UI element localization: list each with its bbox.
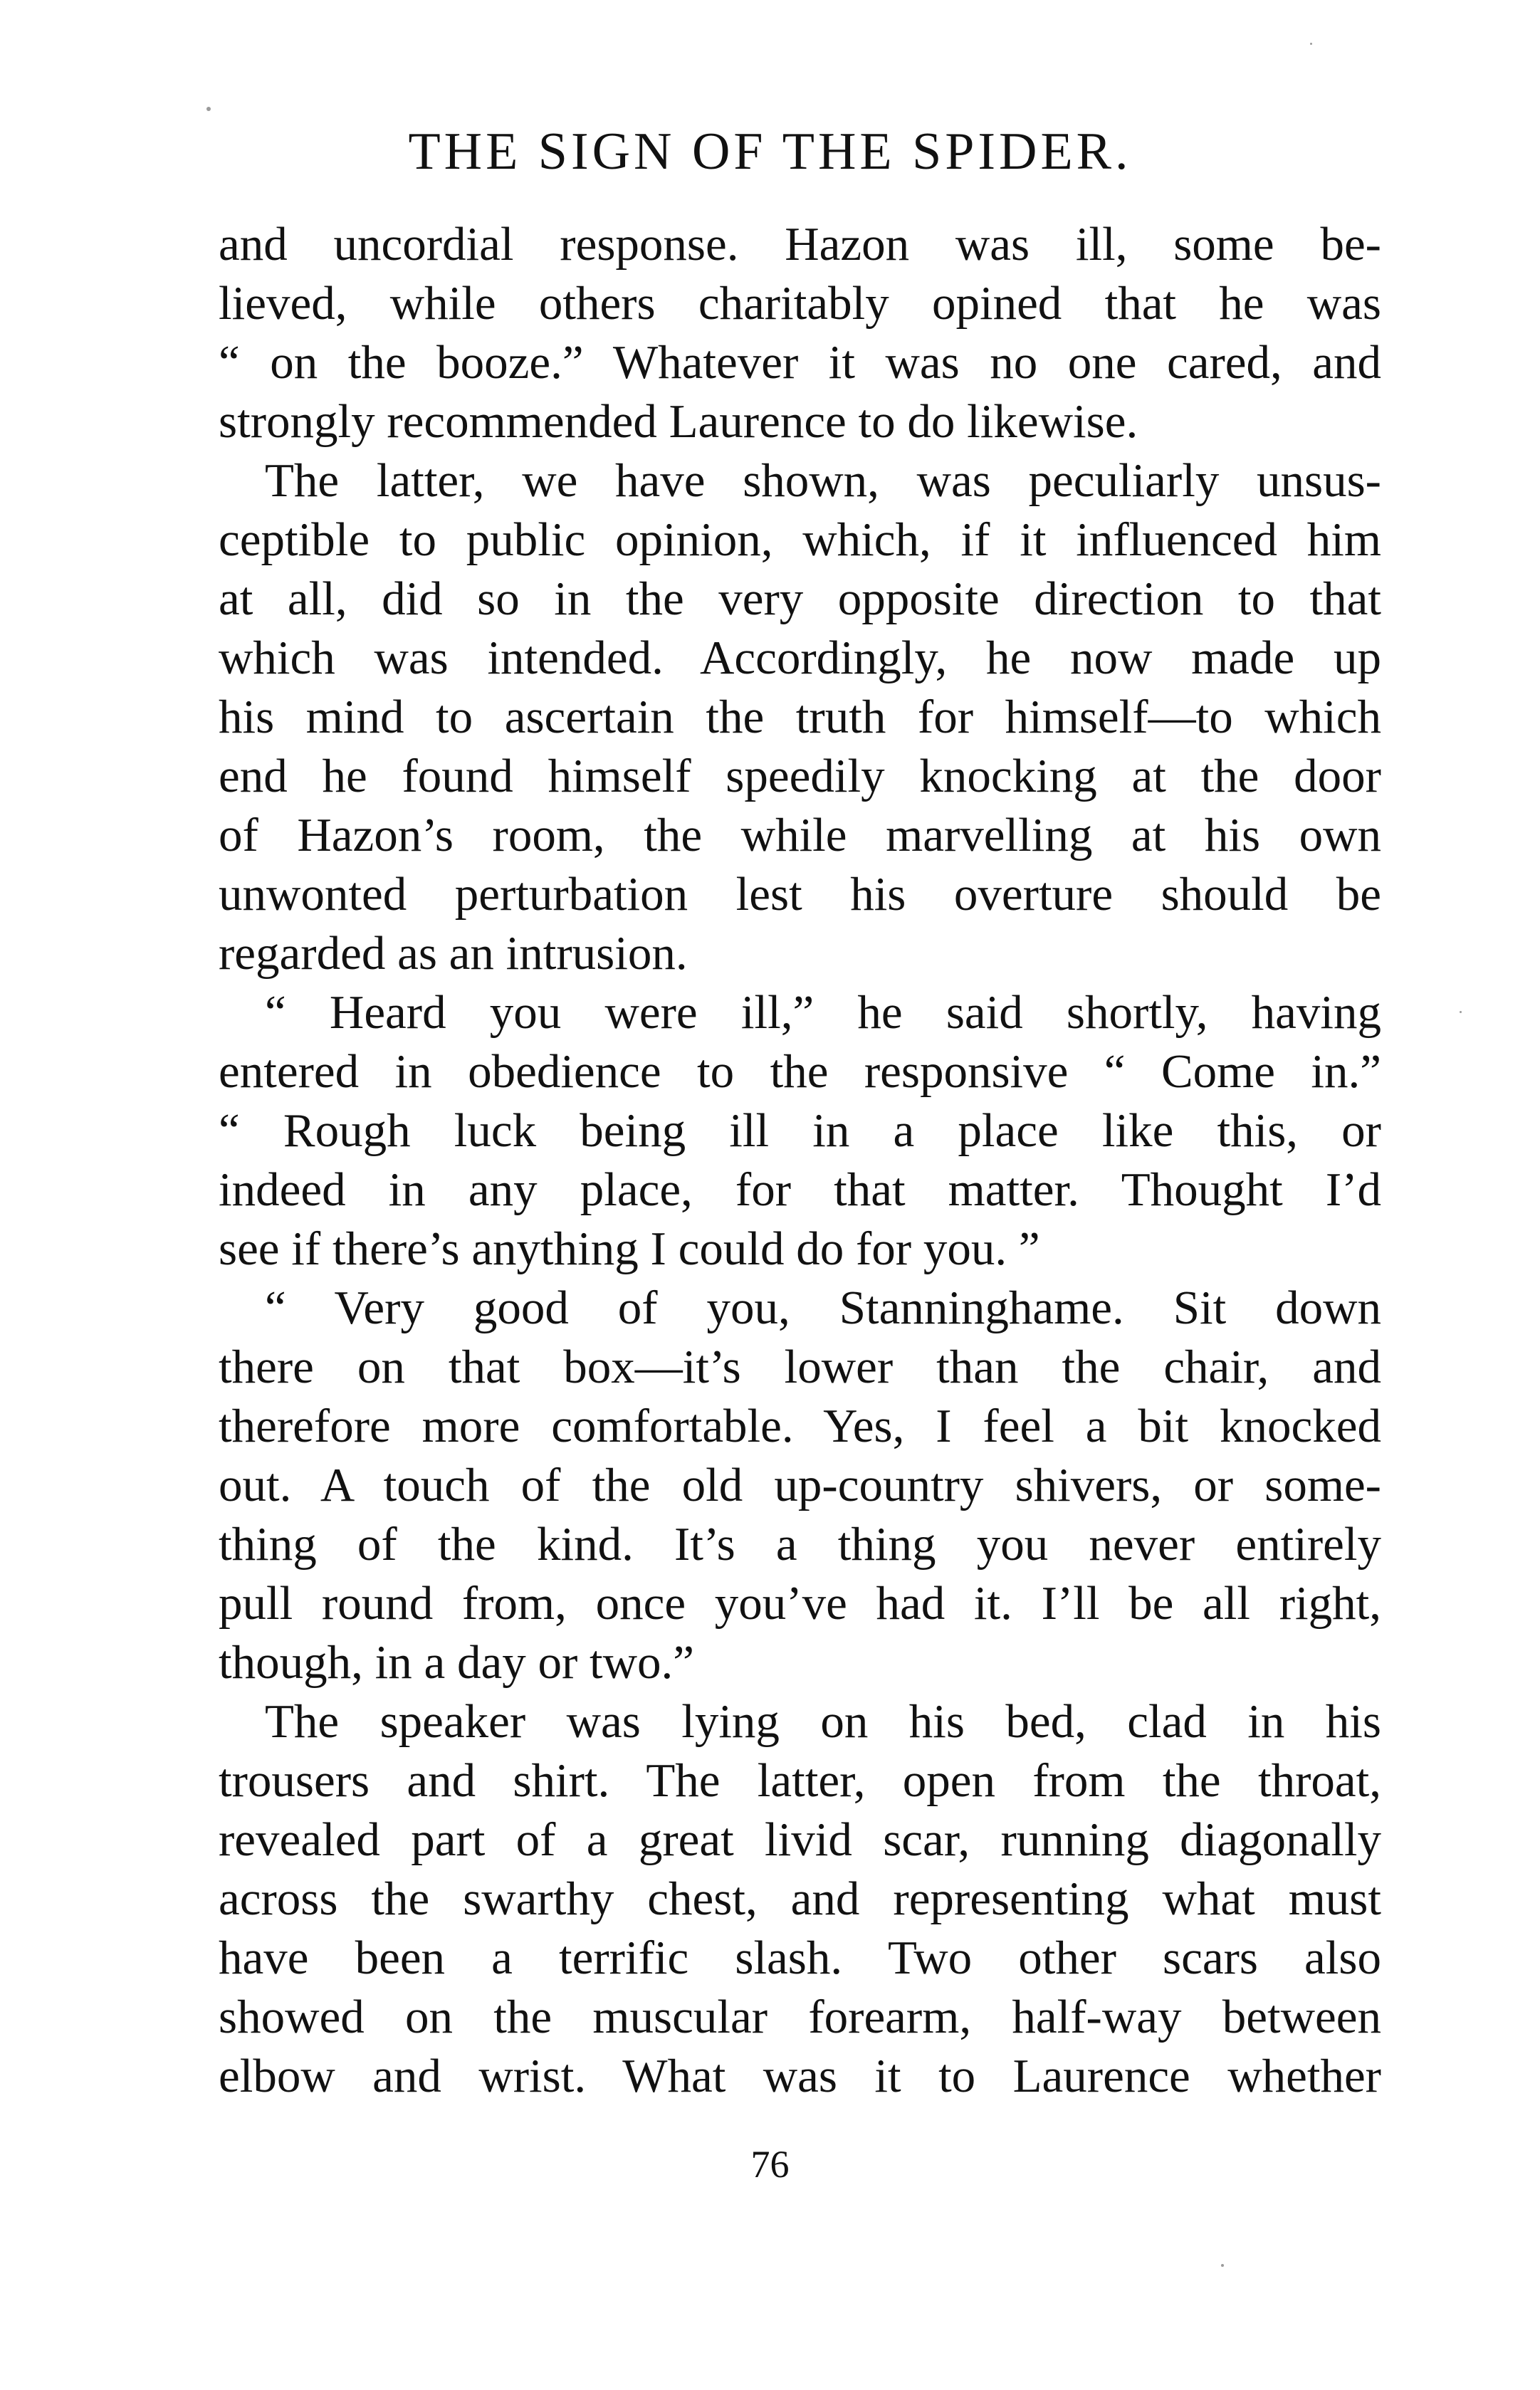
- text-line: of Hazon’s room, the while marvelling at his own: [219, 809, 1381, 861]
- paper-speck: [206, 107, 211, 111]
- text-line: therefore more comfortable. Yes, I feel a bit knocked: [219, 1400, 1381, 1452]
- text-line: strongly recommended Laurence to do likewise.: [219, 395, 1138, 448]
- text-line: have been a terrific slash. Two other scars also: [219, 1932, 1381, 1984]
- text-line: trousers and shirt. The latter, open from the throat,: [219, 1754, 1381, 1807]
- text-line: indeed in any place, for that matter. Thought I’d: [219, 1163, 1381, 1216]
- text-line: “ Heard you were ill,” he said shortly, having: [265, 986, 1381, 1039]
- paper-speck: [1460, 1011, 1462, 1013]
- page-number: 76: [750, 2143, 790, 2186]
- paper-speck: [1221, 2264, 1224, 2267]
- text-line: regarded as an intrusion.: [219, 927, 688, 980]
- text-line: and uncordial response. Hazon was ill, some be-: [219, 218, 1381, 271]
- text-line: The speaker was lying on his bed, clad in his: [265, 1695, 1381, 1748]
- text-line: pull round from, once you’ve had it. I’ll be all right,: [219, 1577, 1381, 1630]
- text-line: his mind to ascertain the truth for himself—to which: [219, 691, 1381, 743]
- text-line: “ Very good of you, Stanninghame. Sit down: [265, 1282, 1381, 1334]
- text-line: ceptible to public opinion, which, if it influenced him: [219, 513, 1381, 566]
- running-head: THE SIGN OF THE SPIDER.: [408, 122, 1132, 181]
- text-line: showed on the muscular forearm, half-way between: [219, 1991, 1381, 2043]
- paper-speck: [1310, 43, 1312, 45]
- text-line: though, in a day or two.”: [219, 1636, 695, 1689]
- text-line: lieved, while others charitably opined that he was: [219, 277, 1381, 330]
- text-line: across the swarthy chest, and representing what must: [219, 1872, 1381, 1925]
- text-line: out. A touch of the old up-country shivers, or some-: [219, 1459, 1381, 1511]
- text-line: “ Rough luck being ill in a place like this, or: [219, 1104, 1381, 1157]
- text-line: at all, did so in the very opposite direction to that: [219, 572, 1381, 625]
- text-line: entered in obedience to the responsive “ Come in.”: [219, 1045, 1381, 1098]
- text-line: revealed part of a great livid scar, running diagonally: [219, 1813, 1381, 1866]
- text-line: The latter, we have shown, was peculiarly unsus-: [265, 454, 1381, 507]
- text-line: end he found himself speedily knocking at the door: [219, 750, 1381, 802]
- text-line: there on that box—it’s lower than the chair, and: [219, 1341, 1381, 1393]
- text-line: elbow and wrist. What was it to Laurence whether: [219, 2050, 1381, 2102]
- text-line: unwonted perturbation lest his overture should be: [219, 868, 1381, 921]
- text-line: thing of the kind. It’s a thing you never entirely: [219, 1518, 1381, 1571]
- text-line: “ on the booze.” Whatever it was no one cared, and: [219, 336, 1381, 389]
- text-line: see if there’s anything I could do for you. ”: [219, 1222, 1040, 1275]
- text-line: which was intended. Accordingly, he now made up: [219, 631, 1381, 684]
